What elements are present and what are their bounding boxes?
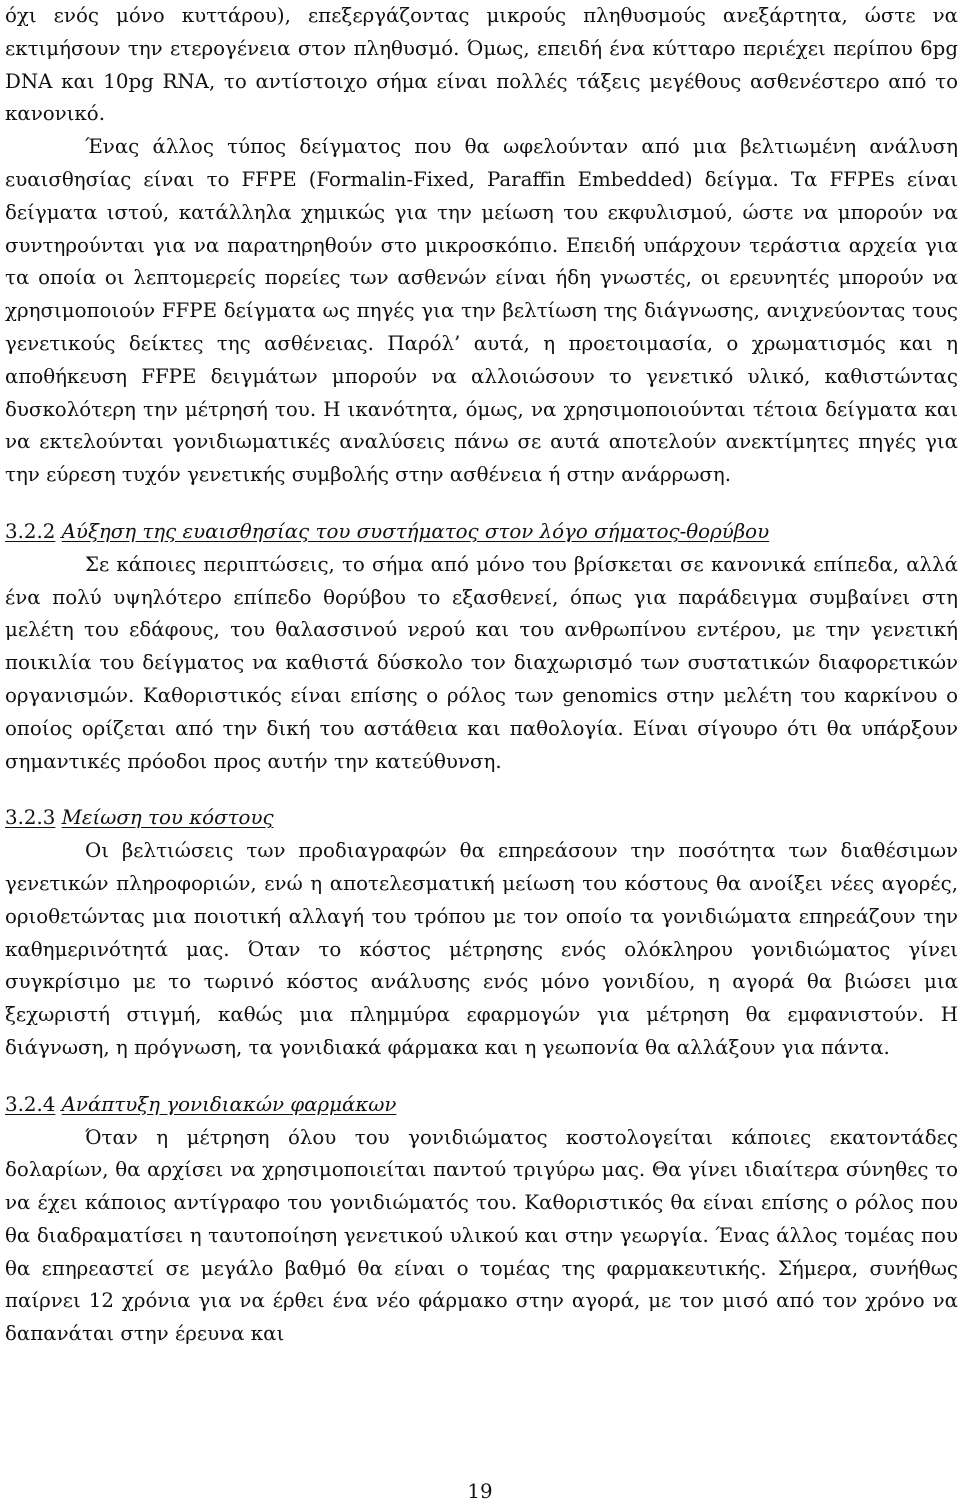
section-title: Αύξηση της ευαισθησίας του συστήματος στον λόγο σήματος-θορύβου [61, 519, 770, 543]
paragraph-ffpe: Ένας άλλος τύπος δείγματος που θα ωφελούνταν από μια βελτιωμένη ανάλυση ευαισθησίας είναι το FFPE (Formalin-Fixed, Paraffin Embedded) δείγμα. Τα FFPEs είναι δείγματα ιστού, κατάλληλα χημικώς για την μείωση του εκφυλισμού, ώστε να μπορούν να συντηρούνται για να παρατηρηθούν στο μικροσκόπιο. Επειδή υπάρχουν τεράστια αρχεία για τα οποία οι λεπτομερείς πορείες των ασθενών είναι ήδη γνωστές, οι ερευνητές μπορούν να χρησιμοποιούν FFPE δείγματα ως πηγές για την βελτίωση της διάγνωσης, ανιχνεύοντας τους γενετικούς δείκτες της ασθένειας. Παρόλ’ αυτά, η προετοιμασία, ο χρωματισμός και η αποθήκευση FFPE δειγμάτων μπορούν να αλλοιώσουν το γενετικό υλικό, καθιστώντας δυσκολότερη την μέτρησή του. Η ικανότητα, όμως, να χρησιμοποιούνται τέτοια δείγματα και να εκτελούνται γονιδιωματικές αναλύσεις πάνω σε αυτά αποτελούν ανεκτίμητες πηγές για την εύρεση τυχόν γενετικής συμβολής στην ασθένεια ή στην ανάρρωση. [5, 135, 958, 487]
page-number: 19 [467, 1480, 493, 1503]
section-number: 3.2.3 [5, 806, 56, 830]
section-3-2-4 [5, 1089, 958, 1351]
section-body: Σε κάποιες περιπτώσεις, το σήμα από μόνο του βρίσκεται σε κανονικά επίπεδα, αλλά ένα πολύ υψηλότερο επίπεδο θορύβου το εξασθενεί, όπως για παράδειγμα συμβαίνει στη μελέτη του εδάφους, του θαλασσινού νερού και του ανθρωπίνου εντέρου, με την γενετική ποικιλία του δείγματος να καθιστά δύσκολο τον διαχωρισμό των συστατικών διαφορετικών οργανισμών. Καθοριστικός είναι επίσης ο ρόλος των genomics στην μελέτη του καρκίνου ο οποίος ορίζεται από την δική του αστάθεια και παθολογία. Είναι σίγουρο ότι θα υπάρξουν σημαντικές πρόοδοι προς αυτήν την κατεύθυνση. [5, 552, 958, 773]
document-page [5, 0, 958, 1351]
section-title: Μείωση του κόστους [61, 806, 274, 830]
section-heading [5, 1089, 958, 1122]
section-heading [5, 802, 958, 835]
section-gap [5, 1065, 958, 1089]
section-body: Όταν η μέτρηση όλου του γονιδιώματος κοστολογείται κάποιες εκατοντάδες δολαρίων, θα αρχίσει να χρησιμοποιείται παντού τριγύρω μας. Θα γίνει ιδιαίτερα σύνηθες το να έχει κάποιος αντίγραφο του γονιδιώματός του. Καθοριστικός θα είναι επίσης ο ρόλος που θα διαδραματίσει η ταυτοποίηση γενετικού υλικού και στην γεωργία. Ένας άλλος τομέας που θα επηρεαστεί σε μεγάλο βαθμό θα είναι ο τομέας της φαρμακευτικής. Σήμερα, συνήθως παίρνει 12 χρόνια για να έρθει ένα νέο φάρμακο στην αγορά, με τον μισό από τον χρόνο να δαπανάται στην έρευνα και [5, 1125, 958, 1346]
section-body: Οι βελτιώσεις των προδιαγραφών θα επηρεάσουν την ποσότητα των διαθέσιμων γενετικών πληροφοριών, ενώ η αποτελεσματική μείωση του κόστους θα ανοίξει νέες αγορές, οριοθετώντας μια ποιοτική αλλαγή του τρόπου με τον οποίο τα γονιδιώματα επηρεάζουν την καθημερινότητά μας. Όταν το κόστος μέτρησης ενός ολόκληρου γονιδιώματος γίνει συγκρίσιμο με το τωρινό κόστος ανάλυσης ενός μόνο γονιδίου, η αγορά θα βιώσει μια ξεχωριστή στιγμή, καθώς μια πλημμύρα εφαρμογών για μέτρηση θα εμφανιστούν. Η διάγνωση, η πρόγνωση, τα γονιδιακά φάρμακα και η γεωπονία θα αλλάξουν για πάντα. [5, 839, 958, 1059]
section-number: 3.2.2 [5, 519, 56, 543]
section-3-2-3 [5, 802, 958, 1064]
section-heading [5, 516, 958, 549]
section-title: Ανάπτυξη γονιδιακών φαρμάκων [61, 1092, 397, 1116]
section-3-2-2 [5, 516, 958, 778]
section-gap [5, 778, 958, 802]
section-gap [5, 492, 958, 516]
section-number: 3.2.4 [5, 1092, 56, 1116]
paragraph-intro: όχι ενός μόνο κυττάρου), επεξεργάζοντας μικρούς πληθυσμούς ανεξάρτητα, ώστε να εκτιμήσουν την ετερογένεια στον πληθυσμό. Όμως, επειδή ένα κύτταρο περιέχει περίπου 6pg DNA και 10pg RNA, το αντίστοιχο σήμα είναι πολλές τάξεις μεγέθους ασθενέστερο από το κανονικό. [5, 4, 958, 126]
